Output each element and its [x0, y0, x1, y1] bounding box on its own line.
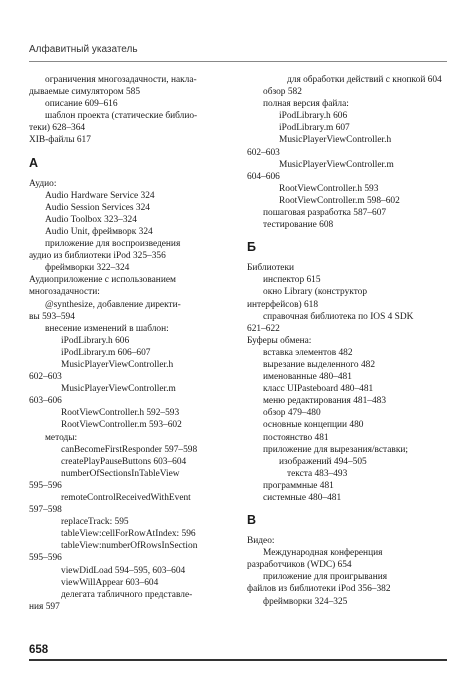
index-entry: 602–603	[247, 147, 280, 158]
index-entry: окно Library (конструктор	[263, 287, 368, 298]
index-entry: 603–606	[29, 396, 62, 407]
index-entry: интерфейсов) 618	[247, 299, 319, 310]
index-entry: canBecomeFirstResponder 597–598	[61, 444, 198, 455]
index-entry: 602–603	[29, 372, 62, 383]
index-entry: приложение для вырезания/вставки;	[263, 444, 409, 455]
index-entry: ния 597	[29, 601, 60, 612]
index-entry: Международная конференция	[263, 548, 383, 559]
index-entry: RootViewController.m 593–602	[61, 420, 182, 431]
index-entry: replaceTrack: 595	[61, 517, 129, 528]
index-entry: tableView:cellForRowAtIndex: 596	[61, 529, 196, 540]
index-entry: RootViewController.m 598–602	[279, 195, 400, 206]
index-entry: 595–596	[29, 480, 62, 491]
running-header: Алфавитный указатель	[29, 44, 138, 55]
index-entry: для обработки действий с кнопкой 604	[287, 75, 442, 85]
index-entry: tableView:numberOfRowsInSection	[61, 541, 198, 552]
index-entry: вы 593–594	[29, 311, 75, 322]
index-column-left	[29, 74, 227, 613]
footer-rule	[29, 659, 447, 661]
index-entry: 621–622	[247, 323, 280, 334]
index-entry: именованные 480–481	[263, 372, 352, 383]
section-letter: В	[247, 513, 257, 528]
index-entry: вырезание выделенного 482	[263, 359, 376, 370]
index-entry: Видео:	[247, 536, 275, 547]
index-entry: основные концепции 480	[263, 420, 364, 431]
index-entry: приложение для проигрывания	[263, 572, 388, 583]
index-entry: RootViewController.h 593	[279, 183, 379, 194]
index-entry: iPodLibrary.m 606–607	[61, 347, 151, 358]
index-entry: вставка элементов 482	[263, 347, 353, 358]
index-entry: Audio Toolbox 323–324	[45, 214, 137, 225]
index-entry: Audio Session Services 324	[45, 202, 150, 213]
index-entry: класс UIPasteboard 480–481	[263, 384, 374, 395]
index-column-right	[247, 74, 452, 608]
index-entry: программные 481	[263, 480, 334, 491]
page-number: 658	[29, 644, 49, 656]
index-entry: инспектор 615	[263, 275, 321, 286]
index-entry: 595–596	[29, 553, 62, 564]
index-entry: многозадачности:	[29, 287, 100, 298]
index-entry: системные 480–481	[263, 493, 342, 503]
index-entry: numberOfSectionsInTableView	[61, 468, 180, 479]
index-entry: MusicPlayerViewController.m	[279, 159, 394, 170]
header-rule	[29, 61, 447, 62]
section-letter: А	[29, 155, 39, 170]
index-entry: изображений 494–505	[279, 456, 367, 467]
index-entry: фреймворки 324–325	[263, 596, 348, 607]
index-entry: полная версия файла:	[263, 99, 349, 110]
index-entry: обзор 479–480	[263, 408, 321, 419]
index-entry: аудио из библиотеки iPod 325–356	[29, 251, 166, 262]
index-entry: теки) 628–364	[29, 123, 86, 134]
index-entry: текста 483–493	[287, 468, 348, 479]
index-entry: 597–598	[29, 505, 62, 516]
index-entry: remoteControlReceivedWithEvent	[61, 493, 191, 503]
section-letter: Б	[247, 240, 256, 255]
index-entry: viewWillAppear 603–604	[61, 577, 159, 588]
index-entry: обзор 582	[263, 87, 302, 98]
index-entry: Буферы обмена:	[247, 335, 312, 346]
index-entry: постоянство 481	[263, 432, 329, 443]
index-entry: шаблон проекта (статические библио-	[45, 111, 198, 122]
index-entry: RootViewController.h 592–593	[61, 408, 180, 419]
index-entry: Аудиоприложение с использованием	[29, 275, 176, 286]
index-entry: файлов из библиотеки iPod 356–382	[247, 584, 391, 595]
index-entry: iPodLibrary.h 606	[279, 111, 348, 122]
index-entry: Аудио:	[29, 178, 57, 189]
index-entry: дываемые симулятором 585	[29, 87, 141, 98]
index-entry: Audio Unit, фреймворк 324	[45, 226, 153, 237]
index-entry: фреймворки 322–324	[45, 263, 130, 274]
index-entry: MusicPlayerViewController.h	[279, 135, 392, 146]
index-entry: ограничения многозадачности, накла-	[45, 75, 197, 85]
index-entry: @synthesize, добавление директи-	[45, 299, 181, 310]
index-entry: Библиотеки	[247, 263, 295, 274]
index-entry: createPlayPauseButtons 603–604	[61, 456, 187, 467]
index-entry: Audio Hardware Service 324	[45, 190, 155, 201]
index-entry: приложение для воспроизведения	[45, 239, 181, 250]
index-entry: разработчиков (WDC) 654	[247, 560, 352, 571]
index-entry: пошаговая разработка 587–607	[263, 208, 387, 219]
index-entry: iPodLibrary.m 607	[279, 123, 350, 134]
index-entry: внесение изменений в шаблон:	[45, 323, 169, 334]
index-entry: viewDidLoad 594–595, 603–604	[61, 565, 186, 576]
index-entry: делегата табличного представле-	[61, 589, 193, 600]
index-entry: 604–606	[247, 171, 280, 182]
index-entry: методы:	[45, 432, 78, 443]
index-entry: iPodLibrary.h 606	[61, 335, 130, 346]
index-entry: XIB-файлы 617	[29, 135, 91, 146]
index-entry: тестирование 608	[263, 220, 334, 231]
index-entry: описание 609–616	[45, 99, 118, 110]
index-entry: меню редактирования 481–483	[263, 396, 387, 407]
index-entry: справочная библиотека по IOS 4 SDK	[263, 311, 414, 322]
index-entry: MusicPlayerViewController.h	[61, 359, 174, 370]
index-entry: MusicPlayerViewController.m	[61, 384, 176, 395]
